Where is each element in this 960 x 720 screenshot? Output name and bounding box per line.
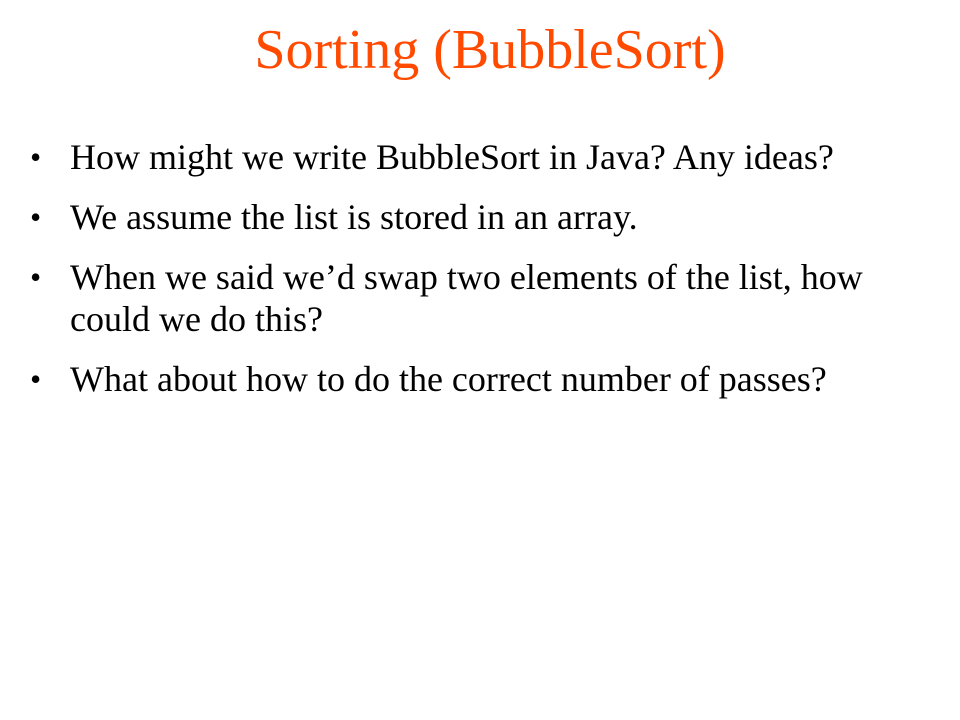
bullet-dot-icon: • [30,259,42,295]
bullet-dot-icon: • [30,361,42,397]
bullet-text: How might we write BubbleSort in Java? Any ideas? [70,137,834,177]
slide-title: Sorting (BubbleSort) [254,19,726,81]
bullet-item [30,256,900,340]
bullet-text: When we said we’d swap two elements of the list, how could we do this? [70,257,863,339]
bullet-list [30,136,900,418]
bullet-dot-icon: • [30,199,42,235]
bullet-text: We assume the list is stored in an array. [70,197,638,237]
bullet-dot-icon: • [30,139,42,175]
bullet-item [30,358,900,400]
bullet-item [30,196,900,238]
bullet-text: What about how to do the correct number of passes? [70,359,827,399]
bullet-item [30,136,900,178]
